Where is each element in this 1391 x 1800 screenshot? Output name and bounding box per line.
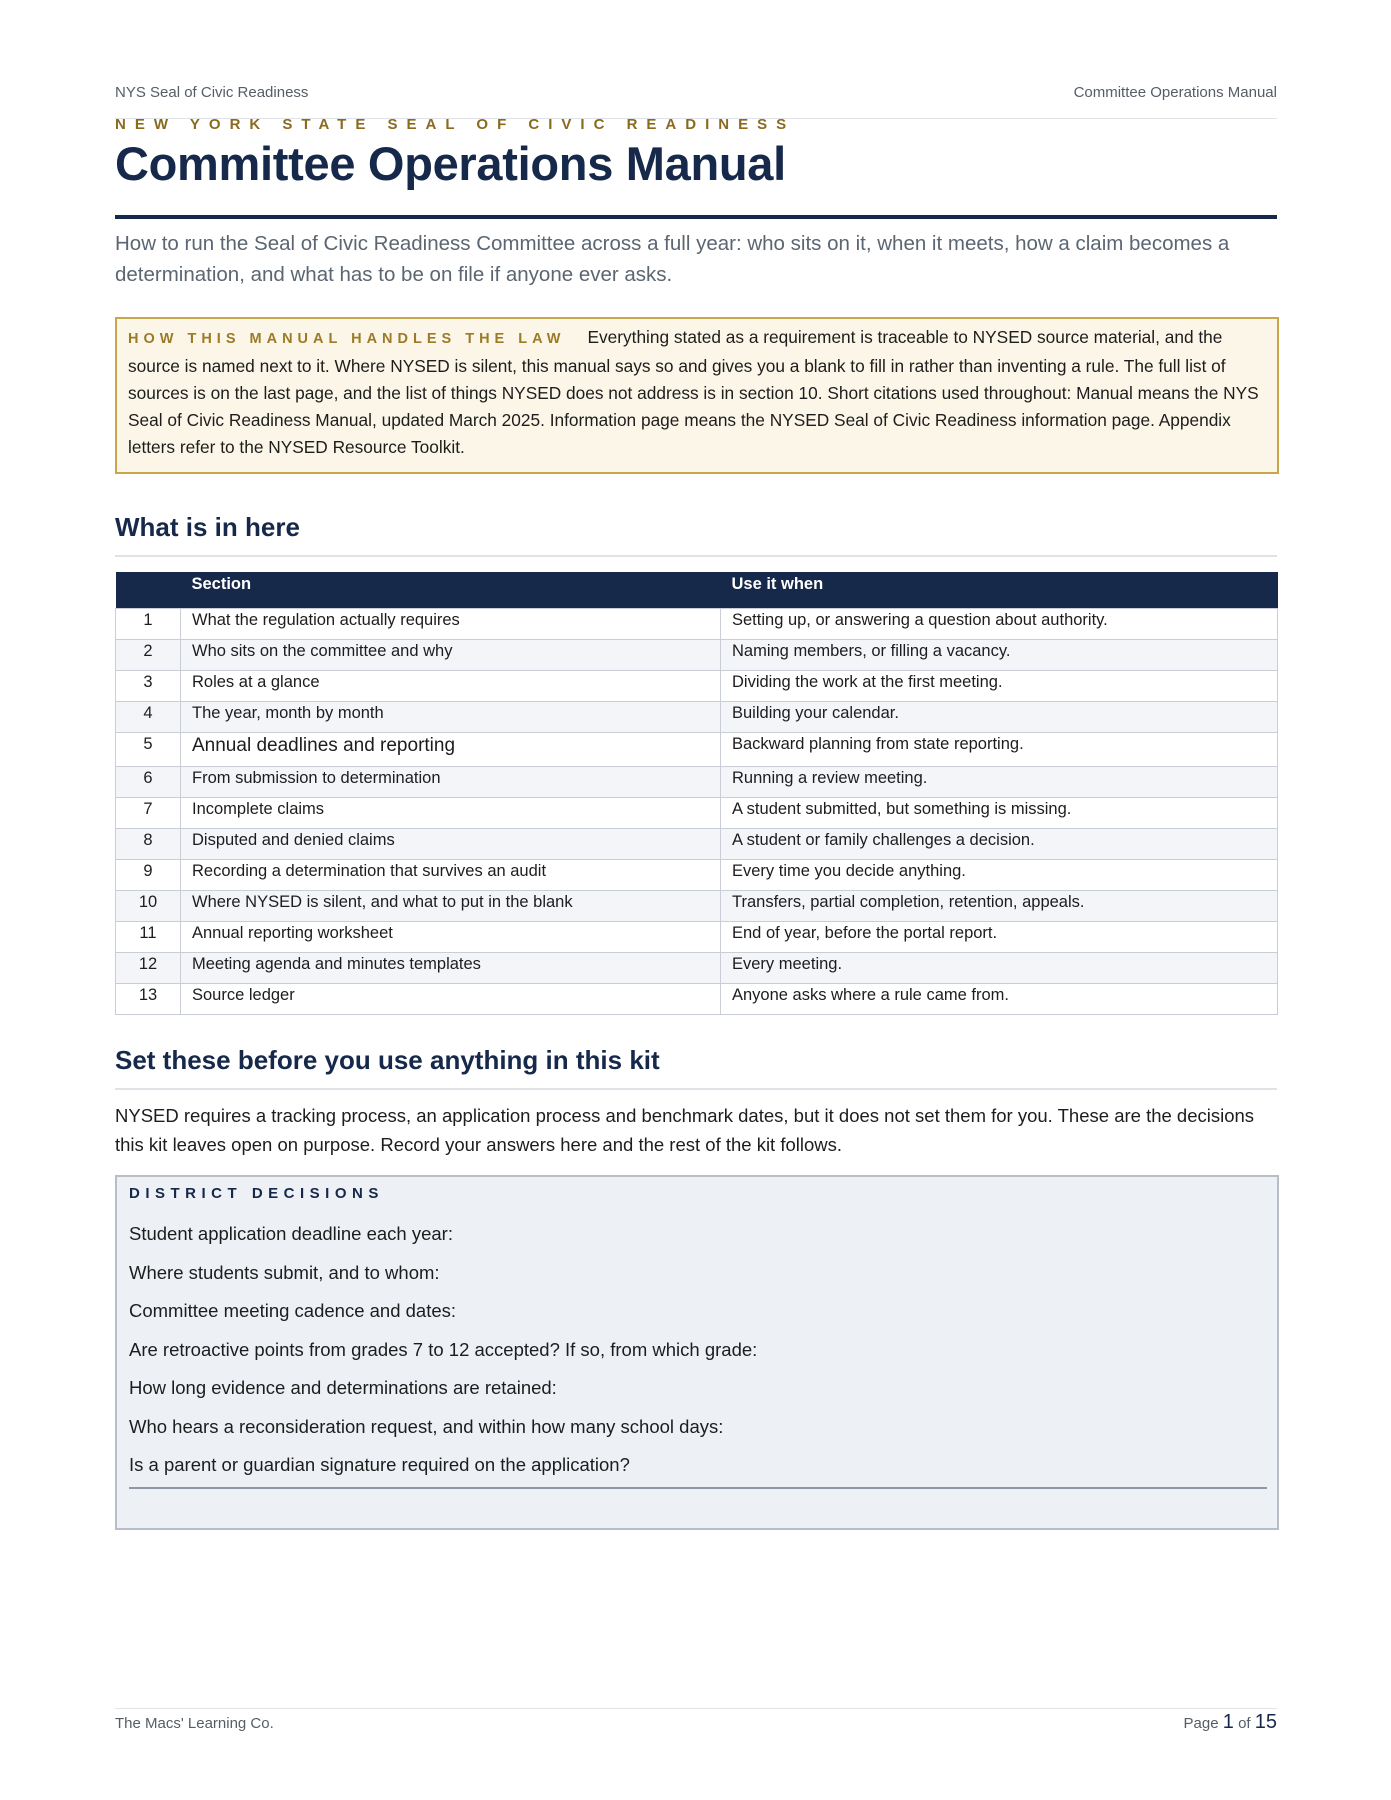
row-section: From submission to determination: [181, 766, 721, 797]
row-use: A student submitted, but something is missing.: [721, 797, 1278, 828]
table-row: [116, 639, 1278, 670]
row-section: Roles at a glance: [181, 670, 721, 701]
of-word: of: [1238, 1715, 1251, 1732]
row-number: 1: [116, 608, 181, 639]
document-page: [115, 0, 1277, 1800]
table-row: [116, 859, 1278, 890]
row-number: 8: [116, 828, 181, 859]
lede-paragraph: How to run the Seal of Civic Readiness Committee across a full year: who sits on it, when it meets, how a claim becomes a determination, and what has to be on file if anyone ever asks.: [115, 232, 1230, 286]
row-section: The year, month by month: [181, 701, 721, 732]
contents-table: [115, 572, 1278, 1015]
row-number: 9: [116, 859, 181, 890]
row-use: A student or family challenges a decision.: [721, 828, 1278, 859]
decisions-intro-paragraph: NYSED requires a tracking process, an application process and benchmark dates, but it does not set them for you. These are the decisions this kit leaves open on purpose. Record your answers here and the rest of the kit follows.: [115, 1105, 1255, 1155]
row-use: Naming members, or filling a vacancy.: [721, 639, 1278, 670]
row-use: Building your calendar.: [721, 701, 1278, 732]
row-use: Anyone asks where a rule came from.: [721, 983, 1278, 1014]
page-title: Committee Operations Manual: [115, 137, 786, 190]
row-number: 4: [116, 701, 181, 732]
table-row: [116, 608, 1278, 639]
row-number: 7: [116, 797, 181, 828]
table-row: [116, 766, 1278, 797]
decision-item: Where students submit, and to whom:: [129, 1261, 440, 1283]
table-row: [116, 828, 1278, 859]
contents-heading: What is in here: [115, 512, 1277, 557]
table-row: [116, 890, 1278, 921]
row-section: Source ledger: [181, 983, 721, 1014]
row-use: Dividing the work at the first meeting.: [721, 670, 1278, 701]
table-row: [116, 797, 1278, 828]
running-footer: [115, 1708, 1277, 1733]
row-section: Who sits on the committee and why: [181, 639, 721, 670]
page-current-number: 1: [1222, 1711, 1234, 1733]
table-row: [116, 952, 1278, 983]
row-number: 10: [116, 890, 181, 921]
table-row: [116, 983, 1278, 1014]
table-row: [116, 670, 1278, 701]
row-number: 12: [116, 952, 181, 983]
row-section: Meeting agenda and minutes templates: [181, 952, 721, 983]
decision-item: Are retroactive points from grades 7 to 12 accepted? If so, from which grade:: [129, 1338, 758, 1360]
row-section: Annual reporting worksheet: [181, 921, 721, 952]
district-decisions-label: DISTRICT DECISIONS: [129, 1185, 384, 1202]
row-section: Where NYSED is silent, and what to put in the blank: [181, 890, 721, 921]
row-number: 3: [116, 670, 181, 701]
row-number: 5: [116, 732, 181, 766]
row-section: Annual deadlines and reporting: [181, 732, 721, 766]
callout-text: Everything stated as a requirement is traceable to NYSED source material, and the source is named next to it. Where NYSED is silent, this manual says so and gives you a blank to fill in rather than inventing a rule. The full list of sources is on the last page, and the list of things NYSED does not address is in section 10. Short citations used throughout: Manual means the NYS Seal of Civic Readiness Manual, updated March 2025. Information page means the NYSED Seal of Civic Readiness information page. Appendix letters refer to the NYSED Resource Toolkit.: [128, 327, 1259, 457]
row-section: What the regulation actually requires: [181, 608, 721, 639]
decision-item: Committee meeting cadence and dates:: [129, 1300, 457, 1321]
decision-item: Student application deadline each year:: [129, 1223, 453, 1244]
column-header-section: Section: [181, 572, 721, 608]
row-number: 2: [116, 639, 181, 670]
running-header: [115, 84, 1277, 119]
callout-label: HOW THIS MANUAL HANDLES THE LAW: [128, 331, 566, 347]
row-use: Setting up, or answering a question about authority.: [721, 608, 1278, 639]
row-use: Every meeting.: [721, 952, 1278, 983]
row-number: 11: [116, 921, 181, 952]
title-divider: [115, 215, 1277, 219]
table-row: [116, 921, 1278, 952]
decisions-heading: Set these before you use anything in this kit: [115, 1045, 1277, 1090]
table-row: [116, 701, 1278, 732]
answer-line: [129, 1487, 1267, 1489]
header-right-text: Committee Operations Manual: [1073, 84, 1277, 101]
header-left-text: NYS Seal of Civic Readiness: [115, 84, 309, 101]
district-decisions-box: [115, 1175, 1279, 1530]
law-callout-box: [115, 317, 1279, 474]
decision-item: Who hears a reconsideration request, and within how many school days:: [129, 1415, 724, 1437]
column-header-use: Use it when: [721, 572, 1278, 608]
row-use: Every time you decide anything.: [721, 859, 1278, 890]
row-use: Transfers, partial completion, retention, appeals.: [721, 890, 1278, 921]
row-use: End of year, before the portal report.: [721, 921, 1278, 952]
table-row: [116, 732, 1278, 766]
page-total-number: 15: [1254, 1711, 1277, 1733]
page-word: Page: [1183, 1715, 1219, 1732]
row-section: Recording a determination that survives an audit: [181, 859, 721, 890]
table-header-row: [116, 572, 1278, 608]
row-use: Backward planning from state reporting.: [721, 732, 1278, 766]
row-section: Incomplete claims: [181, 797, 721, 828]
decision-item: How long evidence and determinations are retained:: [129, 1377, 557, 1398]
row-use: Running a review meeting.: [721, 766, 1278, 797]
decision-item: Is a parent or guardian signature required on the application?: [129, 1454, 630, 1475]
row-number: 6: [116, 766, 181, 797]
page-indicator: [1184, 1711, 1277, 1734]
row-section: Disputed and denied claims: [181, 828, 721, 859]
row-number: 13: [116, 983, 181, 1014]
footer-publisher: The Macs' Learning Co.: [115, 1715, 274, 1732]
column-header-number: [116, 572, 181, 608]
eyebrow-label: NEW YORK STATE SEAL OF CIVIC READINESS: [115, 116, 796, 133]
